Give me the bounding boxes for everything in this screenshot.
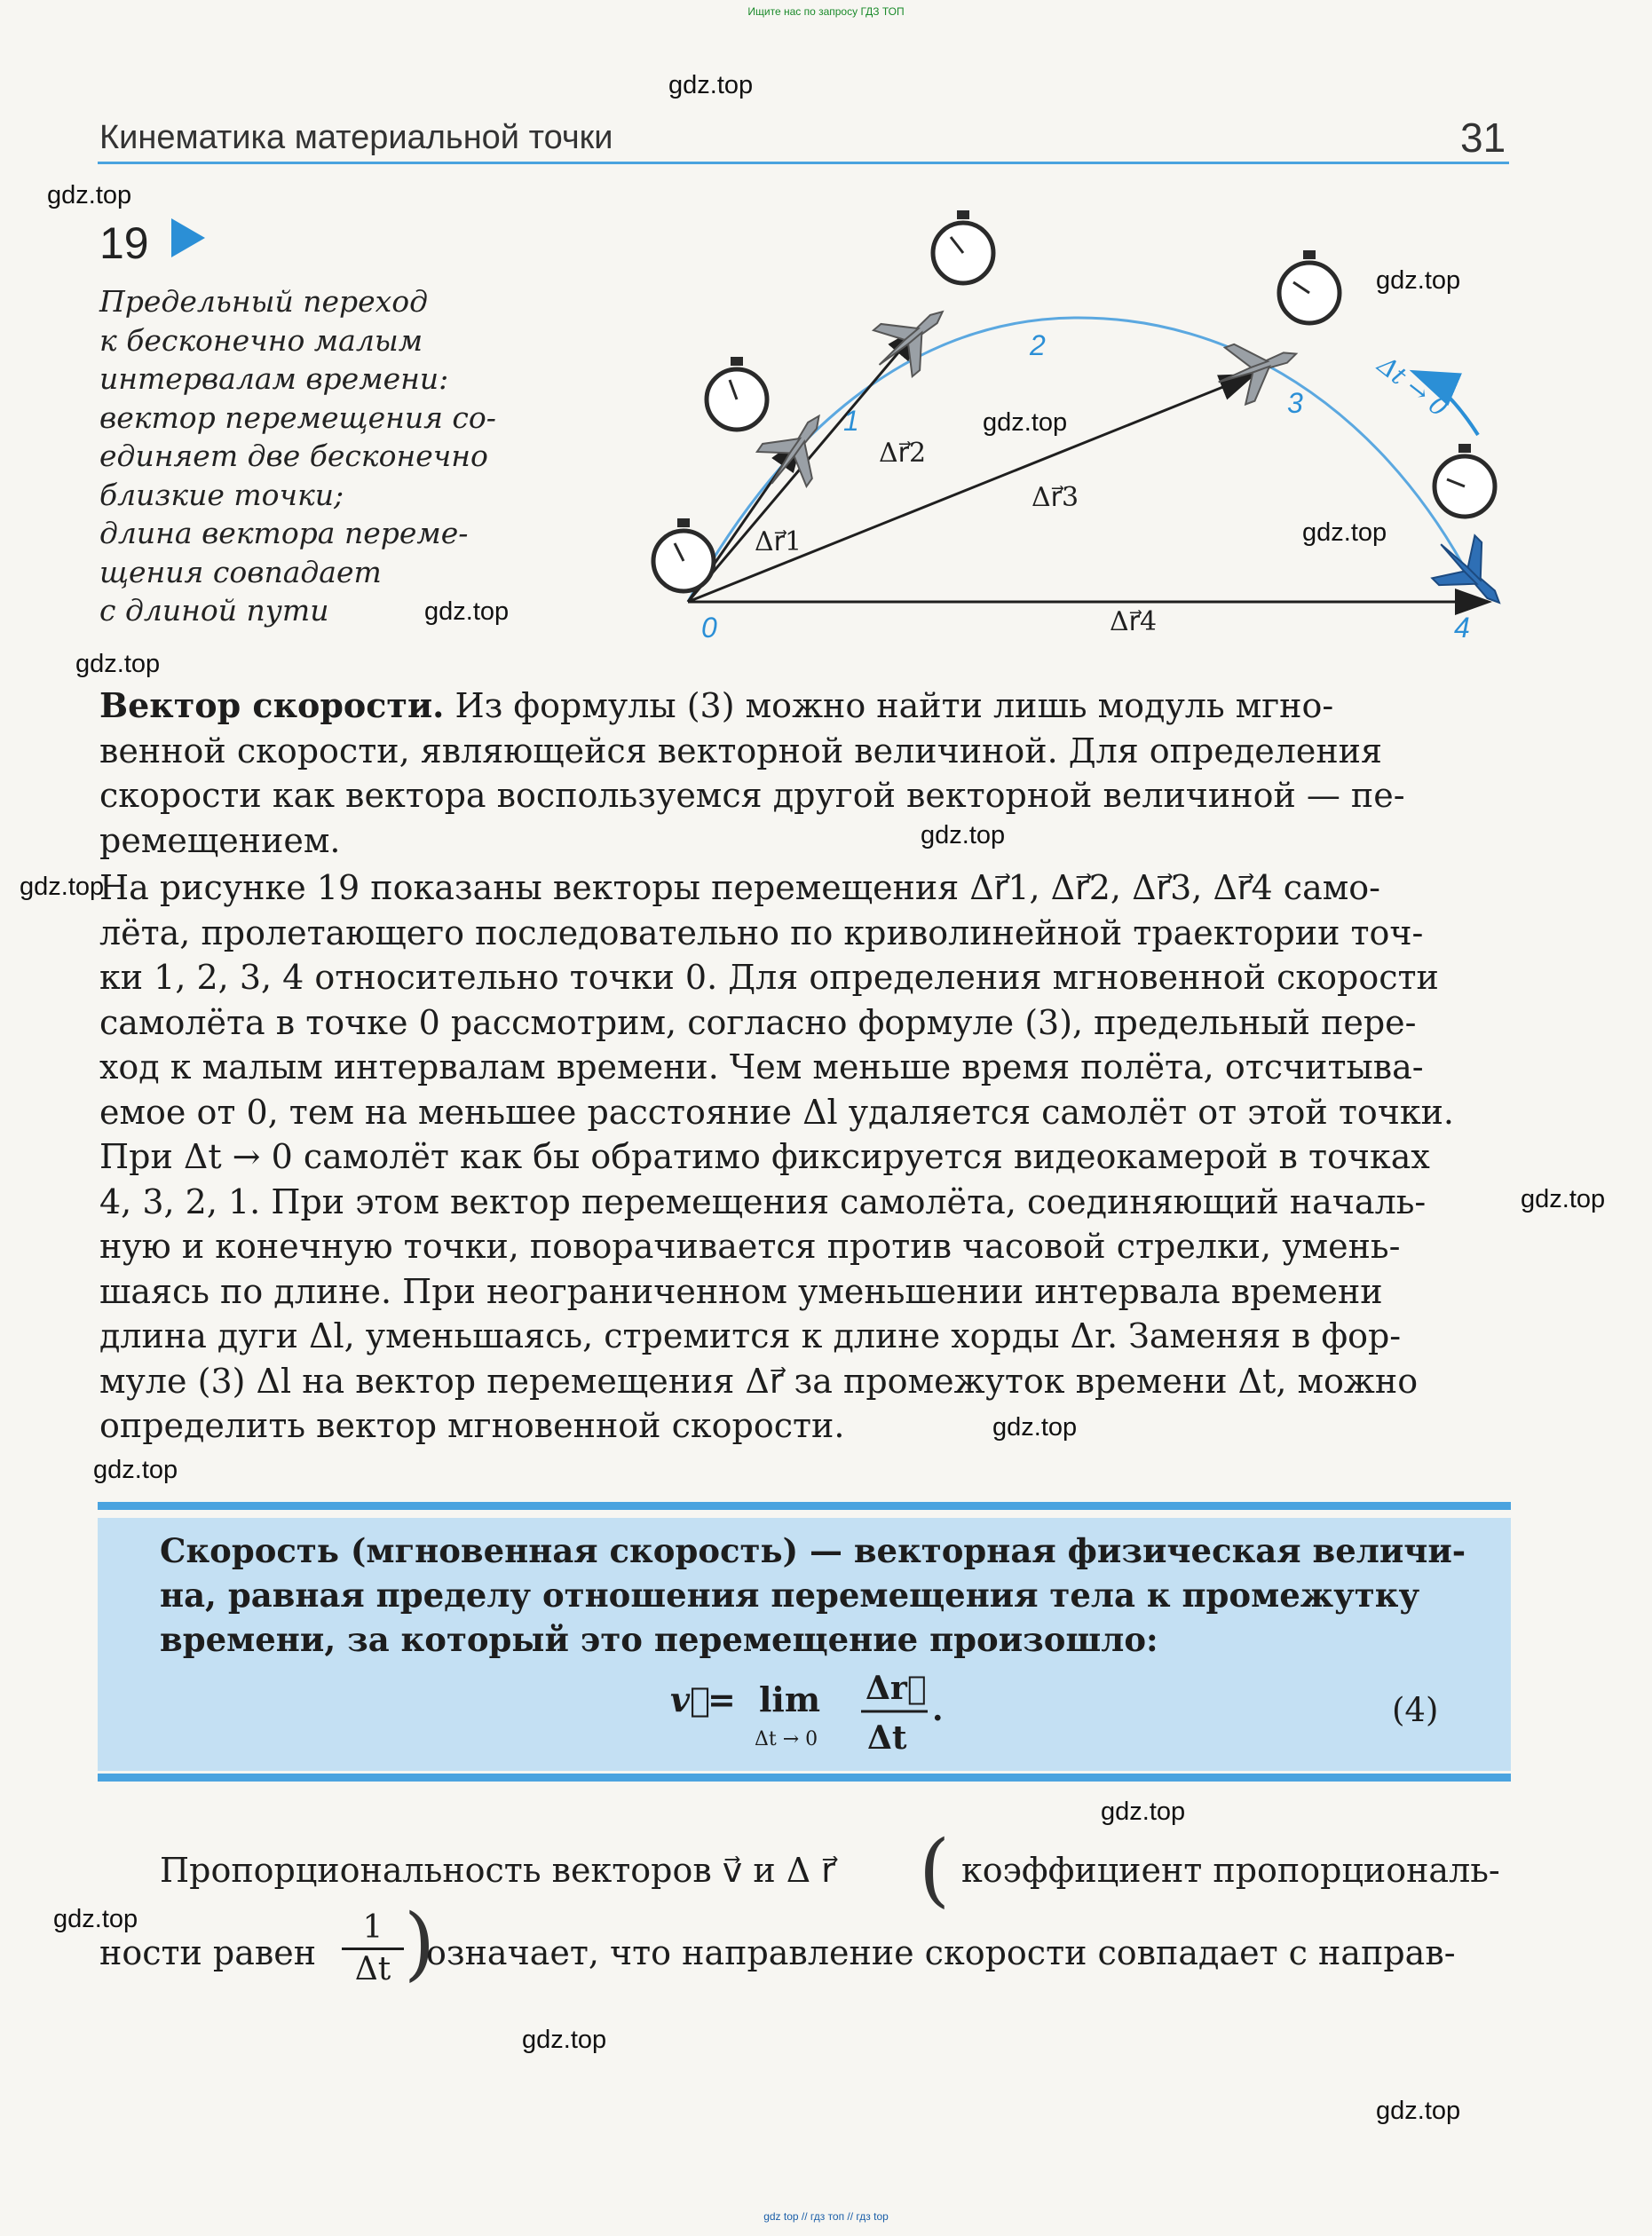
airplane-icon [1419,523,1521,624]
figure-number: 19 [99,218,149,268]
running-header-title: Кинематика материальной точки [99,119,613,156]
paragraph-figure-description [99,865,1511,1449]
watermark: gdz.top [53,1905,138,1933]
watermark: gdz.top [668,71,754,99]
text-line: длина дуги Δl, уменьшаясь, стремится к длине хорды Δr. Заменяя в фор- [99,1316,1402,1355]
point-label-4: 4 [1454,612,1470,644]
text-line: 4, 3, 2, 1. При этом вектор перемещения самолёта, соединяющий началь- [99,1181,1427,1221]
page-number: 31 [1460,115,1506,161]
displacement-vector-3 [688,375,1252,602]
caption-line: длина вектора переме- [99,516,469,550]
caption-line: вектор перемещения со- [99,399,496,435]
paragraph-velocity-vector [99,683,1511,863]
definition-top-rule [98,1502,1511,1510]
watermark: gdz.top [1376,266,1461,295]
text-line: ную и конечную точки, поворачивается против часовой стрелки, умень- [99,1227,1401,1266]
text-line: Вектор скорости. Из формулы (3) можно найти лишь модуль мгно- [99,685,1334,725]
left-paren-icon: ( [919,1823,951,1916]
watermark: gdz.top [1521,1185,1606,1213]
text-line: На рисунке 19 показаны векторы перемещения Δr⃗1, Δr⃗2, Δr⃗3, Δr⃗4 само- [99,868,1380,907]
closing-line-2a: ности равен [99,1933,317,1972]
header-rule [98,162,1509,164]
limit-label: Δt → 0 [1371,350,1454,423]
figure-marker-icon [171,218,205,257]
stopwatch-icon [707,357,767,430]
watermark: gdz.top [1302,518,1387,547]
text-line: скорости как вектора воспользуемся другой векторной величиной — пе- [99,776,1405,815]
vector-label-2: Δr⃗2 [879,438,927,469]
trajectory-diagram [613,195,1527,657]
text-line: венной скорости, являющейся векторной величиной. Для определения [99,731,1382,770]
closing-line-1b: коэффициент пропорциональ- [961,1851,1500,1890]
watermark: gdz.top [921,821,1006,849]
airplane-icon [860,288,962,388]
point-label-1: 1 [843,405,859,437]
equation-number: (4) [1392,1691,1439,1729]
stopwatch-icon [1279,250,1340,323]
text-line: При Δt → 0 самолёт как бы обратимо фиксируется видеокамерой в точках [99,1137,1430,1176]
caption-line: интервалам времени: [99,361,449,396]
caption-line: к бесконечно малым [99,322,423,358]
text-line: определить вектор мгновенной скорости. [99,1406,845,1445]
watermark: gdz.top [20,873,105,901]
formula-period: . [932,1691,944,1728]
top-note: Ищите нас по запросу ГДЗ ТОП [747,5,905,18]
watermark: gdz.top [983,408,1068,437]
text-line: ход к малым интервалам времени. Чем меньше время полёта, отсчитыва- [99,1047,1424,1086]
definition-line: на, равная пределу отношения перемещения тела к промежутку [160,1576,1420,1615]
text-line: самолёта в точке 0 рассмотрим, согласно формуле (3), предельный пере- [99,1002,1417,1042]
watermark: gdz.top [424,597,510,626]
watermark: gdz.top [992,1413,1078,1442]
watermark: gdz.top [1376,2097,1461,2125]
closing-line-1a: Пропорциональность векторов v⃗ и Δ r⃗ [160,1851,835,1890]
bottom-note: gdz top // гдз топ // гдз top [763,2210,889,2223]
text-line: муле (3) Δl на вектор перемещения Δr⃗ за промежуток времени Δt, можно [99,1361,1419,1401]
velocity-formula [670,1667,954,1765]
section-heading: Вектор скорости. [99,685,445,725]
formula-numerator: Δr⃗ [866,1670,927,1707]
fraction-numerator: 1 [362,1909,383,1946]
watermark: gdz.top [522,2026,607,2054]
point-label-2: 2 [1030,329,1046,361]
stopwatch-icon [1435,444,1495,517]
watermark: gdz.top [75,650,161,678]
text-line: ремещением. [99,820,341,860]
caption-line: единяет две бесконечно [99,439,488,473]
formula-lim-subscript: Δt → 0 [755,1728,818,1750]
watermark: gdz.top [93,1456,178,1484]
text-line: шаясь по длине. При неограниченном уменьшении интервала времени [99,1271,1383,1311]
closing-fraction [342,1908,404,1989]
vector-label-1: Δr⃗1 [755,526,802,557]
figure-caption [99,282,561,630]
definition-line: времени, за который это перемещение произошло: [160,1620,1158,1659]
definition-line: Скорость (мгновенная скорость) — векторная физическая величи- [160,1531,1466,1570]
watermark: gdz.top [47,181,132,209]
stopwatch-icon [933,210,993,283]
caption-line: щения совпадает [99,554,382,589]
formula-equals: = [707,1679,736,1719]
point-label-3: 3 [1287,387,1303,419]
stopwatch-icon [653,518,714,591]
text-line: емое от 0, тем на меньшее расстояние Δl удаляется самолёт от этой точки. [99,1092,1454,1132]
right-paren-icon: ) [404,1897,436,1990]
watermark: gdz.top [1101,1797,1186,1826]
definition-bottom-rule [98,1774,1511,1782]
caption-line: близкие точки; [99,477,344,512]
point-label-0: 0 [701,612,717,644]
fraction-denominator: Δt [342,1948,404,1989]
text-line: лёта, пролетающего последовательно по криволинейной траектории точ- [99,913,1424,952]
formula-lhs: v⃗ [670,1679,710,1719]
formula-lim: lim [759,1679,821,1719]
formula-denominator: Δt [867,1719,907,1757]
definition-text [160,1529,1466,1662]
vector-label-4: Δr⃗4 [1110,606,1158,637]
vector-label-3: Δr⃗3 [1032,482,1079,513]
caption-line: с длиной пути [99,593,329,628]
caption-line: Предельный переход [99,284,429,319]
closing-line-2b: означает, что направление скорости совпадает с направ- [426,1933,1456,1972]
text-line: ки 1, 2, 3, 4 относительно точки 0. Для определения мгновенной скорости [99,958,1439,997]
